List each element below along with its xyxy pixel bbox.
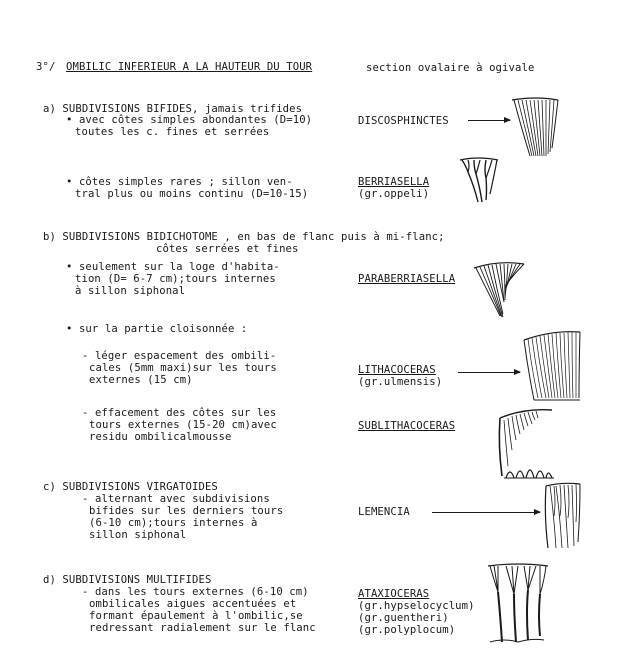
berriasella-group: (gr.oppeli) bbox=[358, 188, 430, 200]
section-b-title-line2: côtes serrées et fines bbox=[156, 243, 299, 255]
section-a-title: a) SUBDIVISIONS BIFIDES, jamais trifides bbox=[43, 103, 303, 115]
section-b-sub2-line2: tours externes (15-20 cm)avec bbox=[89, 419, 277, 431]
section-b-sub2-line1: - effacement des côtes sur les bbox=[82, 407, 277, 419]
arrow bbox=[432, 512, 540, 513]
section-b-sub1-line3: externes (15 cm) bbox=[89, 374, 193, 386]
section-c-line3: (6-10 cm);tours internes à bbox=[89, 517, 258, 529]
section-b-item1-line2: tion (D= 6-7 cm);tours internes bbox=[75, 273, 276, 285]
section-d-line3: formant épaulement à l'ombilic,se bbox=[89, 610, 303, 622]
berriasella-genus: BERRIASELLA bbox=[358, 176, 430, 188]
section-c-title: c) SUBDIVISIONS VIRGATOIDES bbox=[43, 481, 218, 493]
section-b-title: b) SUBDIVISIONS BIDICHOTOME , en bas de flanc puis à mi-flanc; bbox=[43, 231, 445, 243]
ataxioceras-group2: (gr.guentheri) bbox=[358, 612, 449, 624]
ataxioceras-genus: ATAXIOCERAS bbox=[358, 588, 430, 600]
lemencia-rib-sketch-icon bbox=[542, 482, 582, 552]
berriasella-rib-sketch-icon bbox=[458, 156, 500, 206]
ataxioceras-group3: (gr.polyplocum) bbox=[358, 624, 456, 636]
section-b-item1-line1: • seulement sur la loge d'habita- bbox=[66, 261, 280, 273]
section-b-sub1-line1: - léger espacement des ombili- bbox=[82, 350, 277, 362]
paraberriasella-rib-sketch-icon bbox=[472, 262, 526, 320]
section-c-line4: sillon siphonal bbox=[89, 529, 187, 541]
lemencia-genus: LEMENCIA bbox=[358, 506, 410, 518]
section-b-item1-line3: à sillon siphonal bbox=[75, 285, 186, 297]
section-c-line2: bifides sur les derniers tours bbox=[89, 505, 284, 517]
paraberriasella-genus: PARABERRIASELLA bbox=[358, 273, 456, 285]
section-b-item2-line1: • sur la partie cloisonnée : bbox=[66, 323, 248, 335]
section-b-sub2-line3: residu ombilicalmousse bbox=[89, 431, 232, 443]
section-d-line2: ombilicales aigues accentuées et bbox=[89, 598, 297, 610]
discosphinctes-rib-sketch-icon bbox=[510, 98, 560, 160]
section-d-line4: redressant radialement sur le flanc bbox=[89, 622, 316, 634]
lithacoceras-genus: LITHACOCERAS bbox=[358, 364, 436, 376]
lithacoceras-group: (gr.ulmensis) bbox=[358, 376, 443, 388]
section-a-item2-line1: • côtes simples rares ; sillon ven- bbox=[66, 176, 293, 188]
section-a-item1-line2: toutes les c. fines et serrées bbox=[75, 126, 270, 138]
heading-title: OMBILIC INFERIEUR A LA HAUTEUR DU TOUR bbox=[66, 61, 313, 73]
lithacoceras-rib-sketch-icon bbox=[522, 330, 582, 402]
section-a-item2-line2: tral plus ou moins continu (D=10-15) bbox=[75, 188, 309, 200]
arrow bbox=[468, 120, 510, 121]
ataxioceras-group1: (gr.hypselocyclum) bbox=[358, 600, 475, 612]
section-d-line1: - dans les tours externes (6-10 cm) bbox=[82, 586, 309, 598]
discosphinctes-genus: DISCOSPHINCTES bbox=[358, 115, 449, 127]
section-b-sub1-line2: cales (5mm maxi)sur les tours bbox=[89, 362, 277, 374]
section-d-title: d) SUBDIVISIONS MULTIFIDES bbox=[43, 574, 212, 586]
heading-subtitle: section ovalaire à ogivale bbox=[366, 62, 535, 74]
arrow bbox=[458, 372, 520, 373]
section-a-item1-line1: • avec côtes simples abondantes (D=10) bbox=[66, 114, 313, 126]
heading-number: 3°/ bbox=[36, 61, 56, 73]
sublithacoceras-rib-sketch-icon bbox=[496, 406, 554, 480]
sublithacoceras-genus: SUBLITHACOCERAS bbox=[358, 420, 456, 432]
ataxioceras-rib-sketch-icon bbox=[484, 562, 550, 646]
section-c-line1: - alternant avec subdivisions bbox=[82, 493, 270, 505]
